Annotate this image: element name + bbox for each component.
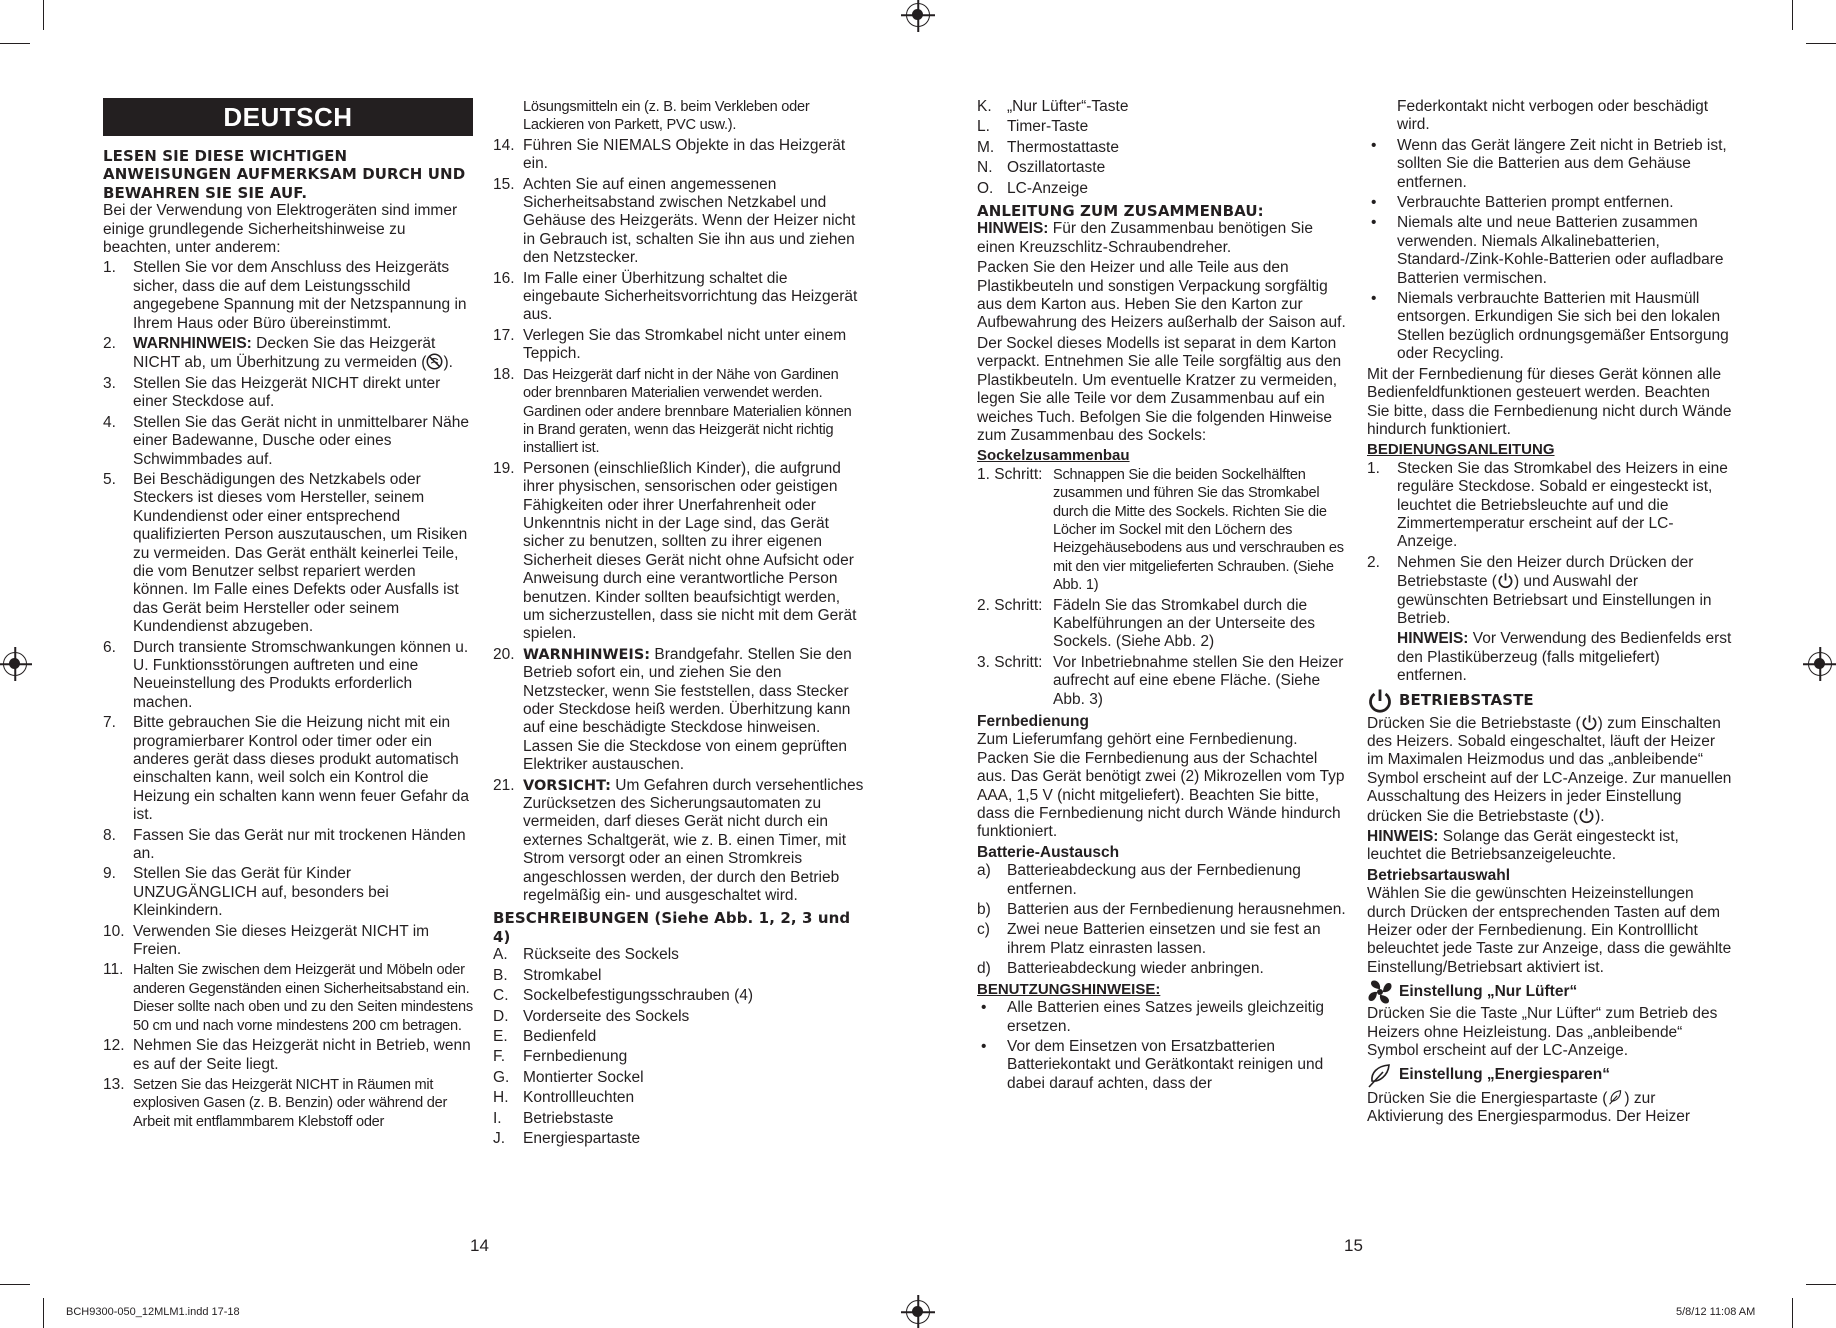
list-item: 17. Verlegen Sie das Stromkabel nicht unter einem Teppich. <box>493 326 847 363</box>
list-item: a) Batterieabdeckung aus der Fernbedienung entfernen. <box>977 862 1301 898</box>
list-item: D. Vorderseite des Sockels <box>493 1007 690 1025</box>
descriptions-heading: BESCHREIBUNGEN (Siehe Abb. 1, 2, 3 und 4) <box>493 909 851 946</box>
crop-mark <box>43 0 44 30</box>
continuation-text: Federkontakt nicht verbogen oder beschädigt wird. <box>1397 98 1709 134</box>
list-item: • Niemals verbrauchte Batterien mit Hausmüll entsorgen. Erkundigen Sie sich bei den lokalen Stellen bezüglich ordnungsgemäßer Entsorgung oder Recycling. <box>1367 290 1732 364</box>
list-item: • Vor dem Einsetzen von Ersatzbatterien Batteriekontakt und Gerätkontakt reinigen und dabei darauf achten, dass der <box>977 1038 1347 1093</box>
safety-list-continued <box>493 137 865 906</box>
list-item: B. Stromkabel <box>493 966 602 984</box>
crop-mark <box>43 1298 44 1328</box>
list-item: 3. Schritt: Vor Inbetriebnahme stellen Sie den Heizer aufrecht auf eine ebene Fläche. (Siehe Abb. 3) <box>977 653 1344 708</box>
language-banner: DEUTSCH <box>103 98 473 136</box>
list-item: M. Thermostattaste <box>977 138 1119 156</box>
assembly-note: HINWEIS: Für den Zusammenbau benötigen Sie einen Kreuzschlitz-Schraubendreher. <box>977 220 1313 256</box>
list-item: 19. Personen (einschließlich Kinder), die aufgrund ihrer physischen, sensorischen oder geistigen Fähigkeiten oder ihrer Unerfahrenheit oder Unkenntnis nicht in der Lage sind, das Gerät sicher zu benutzen, sollten zu ihrer eigenen Sicherheit dieses Gerät nicht ohne Aufsicht oder Anweisung durch eine verantwortliche Person benutzen. Kinder sollten beaufsichtigt werden, um sicherzustellen, dass sie nicht mit dem Gerät spielen. <box>493 459 857 643</box>
list-item: 5. Bei Beschädigungen des Netzkabels oder Steckers ist dieses vom Hersteller, seinem Kundendienst oder einer entsprechend qualifizierten Person auszutauschen, um Risiken zu vermeiden. Das Gerät enthält keinerlei Teile, die vom Benutzer selbst repariert werden können. Im Falle eines Defekts oder Ausfalls ist das Gerät beim Hersteller oder seinem Kundendienst abzugeben. <box>103 470 468 636</box>
list-item: G. Montierter Sockel <box>493 1068 644 1086</box>
mode-text: Wählen Sie die gewünschten Heizeinstellungen durch Drücken der entsprechenden Tasten auf dem Heizer oder der Fernbedienung. Ein Kontrolllicht beleuchtet jede Taste zur Anzeige, dass die gewählte Einstellung/Betriebsart aktiviert ist. <box>1367 885 1732 976</box>
power-icon <box>1581 714 1598 731</box>
footer-file-info: BCH9300-050_12MLM1.indd 17-18 <box>66 1306 240 1318</box>
footer-date: 5/8/12 11:08 AM <box>1676 1306 1756 1318</box>
fan-only-heading: Einstellung „Nur Lüfter“ <box>1367 979 1732 1005</box>
continuation-text: Lösungsmitteln ein (z. B. beim Verkleben oder Lackieren von Parkett, PVC usw.). <box>523 99 810 134</box>
list-item: J. Energiespartaste <box>493 1129 641 1147</box>
list-item: C. Sockelbefestigungsschrauben (4) <box>493 987 754 1005</box>
crop-mark <box>0 43 30 44</box>
registration-mark-icon <box>3 652 27 676</box>
list-item: 1. Schritt: Schnappen Sie die beiden Sockelhälften zusammen und führen Sie das Stromkabel durch die Mitte des Sockels. Richten Sie die Löcher im Sockel mit den Löchern des Heizgehäusebodens aus und verschrauben es mit den vier mitgelieferten Schrauben. (Siehe Abb. 1) <box>977 465 1344 594</box>
list-item: 9. Stellen Sie das Gerät für Kinder UNZUGÄNGLICH auf, besonders bei Kleinkindern. <box>103 865 389 920</box>
page-number: 15 <box>1344 1236 1363 1255</box>
list-item: 16. Im Falle einer Überhitzung schaltet die eingebaute Sicherheitsvorrichtung das Heizgerät aus. <box>493 269 858 324</box>
assembly-steps <box>977 466 1347 709</box>
assembly-paragraph: Der Sockel dieses Modells ist separat in dem Karton verpackt. Entnehmen Sie alle Teile sorgfältig aus den Plastikbeuteln. Um eventuelle Kratzer zu vermeiden, legen Sie alle Teile vor dem Zusammenbau auf ein weiches Tuch. Befolgen Sie die folgenden Hinweise zum Zusammenbau des Sockels: <box>977 334 1342 444</box>
list-item: 8. Fassen Sie das Gerät nur mit trockenen Händen an. <box>103 826 466 863</box>
right-page-column-2 <box>1367 98 1732 1128</box>
left-page-column-2 <box>493 98 865 1150</box>
power-heading: BETRIEBSTASTE <box>1367 688 1732 714</box>
usage-heading: BENUTZUNGSHINWEISE: <box>977 980 1161 998</box>
list-item: • Wenn das Gerät längere Zeit nicht in Betrieb ist, sollten Sie die Batterien aus dem Gehäuse entfernen. <box>1367 137 1732 192</box>
right-page-column-1 <box>977 98 1347 1095</box>
list-item: 2. WARNHINWEIS: Decken Sie das Heizgerät NICHT ab, um Überhitzung zu vermeiden ( ). <box>103 335 453 372</box>
list-item: 14. Führen Sie NIEMALS Objekte in das Heizgerät ein. <box>493 136 846 173</box>
usage-bullets-continued <box>1367 137 1732 364</box>
list-item: 21. VORSICHT: Um Gefahren durch versehentliches Zurücksetzen des Sicherungsautomaten zu vermeiden, darf dieses Gerät nicht durch ein externes Schaltgerät, wie z. B. einen Timer, mit Strom versorgt oder an einen Stromkreis angeschlossen werden, der durch den Betrieb regelmäßig ein- und ausgeschaltet wird. <box>493 776 864 905</box>
list-item: K. „Nur Lüfter“-Taste <box>977 98 1129 115</box>
intro-heading: LESEN SIE DIESE WICHTIGEN ANWEISUNGEN AUFMERKSAM DURCH UND BEWAHREN SIE SIE AUF. <box>103 147 466 202</box>
battery-list <box>977 862 1347 978</box>
fan-only-text: Drücken Sie die Taste „Nur Lüfter“ zum Betrieb des Heizers ohne Heizleistung. Das „anbleibende“ Symbol erscheint auf der LC-Anzeige. <box>1367 1005 1718 1060</box>
power-icon <box>1578 807 1595 824</box>
remote-text: Zum Lieferumfang gehört eine Fernbedienung. Packen Sie die Fernbedienung aus der Schachtel aus. Das Gerät benötigt zwei (2) Mikrozellen vom Typ AAA, 1,5 V (nicht mitgeliefert). Beachten Sie bitte, dass die Fernbedienung nicht durch Wände hindurch funktioniert. <box>977 731 1345 841</box>
list-item: 20. WARNHINWEIS: Brandgefahr. Stellen Sie den Betrieb sofort ein, und ziehen Sie den Netzstecker, wenn Sie feststellen, dass Stecker oder Steckdose heiß werden. Überhitzung kann auf eine beschädigte Steckdose hinweisen. Lassen Sie die Steckdose von einem geprüften Elektriker austauschen. <box>493 645 852 774</box>
mode-heading: Betriebsartauswahl <box>1367 866 1510 884</box>
list-item: • Alle Batterien eines Satzes jeweils gleichzeitig ersetzen. <box>977 999 1347 1036</box>
list-item: I. Betriebstaste <box>493 1109 614 1127</box>
descriptions-list <box>493 946 865 1148</box>
registration-mark-icon <box>906 1300 930 1324</box>
list-item: • Niemals alte und neue Batterien zusammen verwenden. Niemals Alkalinebatterien, Standard-/Zink-Kohle-Batterien oder aufladbare Batterien vermischen. <box>1367 214 1732 288</box>
intro-text: Bei der Verwendung von Elektrogeräten sind immer einige grundlegende Sicherheitshinweise zu beachten, unter anderem: <box>103 202 458 257</box>
list-item: 6. Durch transiente Stromschwankungen können u. U. Funktionsstörungen auftreten und eine Neueinstellung des Produkts erforderlich machen. <box>103 638 469 711</box>
list-item: 15. Achten Sie auf einen angemessenen Sicherheitsabstand zwischen Netzkabel und Gehäuse des Heizgeräts. Wenn der Heizer nicht in Gebrauch ist, schalten Sie ihn aus und ziehen den Netzstecker. <box>493 175 856 267</box>
energy-saving-heading: Einstellung „Energiesparen“ <box>1367 1063 1732 1089</box>
crop-mark <box>1806 1284 1836 1285</box>
list-item: d) Batterieabdeckung wieder anbringen. <box>977 960 1264 978</box>
no-cover-icon <box>426 353 443 370</box>
remote-heading: Fernbedienung <box>977 713 1089 730</box>
list-item: 13. Setzen Sie das Heizgerät NICHT in Räumen mit explosiven Gasen (z. B. Benzin) oder während der Arbeit mit entflammbarem Klebstoff oder <box>103 1075 448 1130</box>
list-item: O. LC-Anzeige <box>977 179 1088 197</box>
usage-bullets <box>977 999 1347 1093</box>
list-item: 2. Schritt: Fädeln Sie das Stromkabel durch die Kabelführungen an der Unterseite des Sockels. (Siehe Abb. 2) <box>977 596 1315 651</box>
left-page-column-1 <box>103 98 473 1133</box>
list-item: • Verbrauchte Batterien prompt entfernen. <box>1367 194 1732 212</box>
list-item: 18. Das Heizgerät darf nicht in der Nähe von Gardinen oder brennbaren Materialien verwendet werden. Gardinen oder andere brennbare Materialien können in Brand geraten, wenn das Heizgerät nicht richtig installiert ist. <box>493 365 852 457</box>
list-item: H. Kontrollleuchten <box>493 1089 635 1107</box>
leaf-icon <box>1367 1063 1393 1089</box>
power-note: HINWEIS: Solange das Gerät eingesteckt ist, leuchtet die Betriebsanzeigeleuchte. <box>1367 828 1679 864</box>
crop-mark <box>0 1284 30 1285</box>
operation-list <box>1367 460 1732 629</box>
list-item: 1. Stecken Sie das Stromkabel des Heizers in eine reguläre Steckdose. Sobald er eingesteckt ist, leuchtet die Betriebsleuchte auf und die Zimmertemperatur erscheint auf der LC-Anzeige. <box>1367 459 1728 551</box>
registration-mark-icon <box>906 3 930 27</box>
list-item: F. Fernbedienung <box>493 1048 628 1066</box>
descriptions-list-continued <box>977 98 1347 198</box>
power-icon <box>1497 572 1514 589</box>
list-item: E. Bedienfeld <box>493 1027 597 1045</box>
page-number: 14 <box>470 1236 489 1255</box>
power-text: Drücken Sie die Betriebstaste ( ) zum Einschalten des Heizers. Sobald eingeschaltet, läuft der Heizer im Maximalen Heizmodus und das „anbleibende“ Symbol erscheint auf der LC-Anzeige. Zur manuellen Ausschaltung des Heizers in jeder Einstellung drücken Sie die Betriebstaste ( ). <box>1367 714 1732 825</box>
list-item: 12. Nehmen Sie das Heizgerät nicht in Betrieb, wenn es auf der Seite liegt. <box>103 1037 471 1073</box>
leaf-icon <box>1607 1089 1624 1106</box>
list-item: c) Zwei neue Batterien einsetzen und sie fest an ihrem Platz einrasten lassen. <box>977 921 1321 957</box>
battery-heading: Batterie-Austausch <box>977 843 1120 861</box>
list-item: b) Batterien aus der Fernbedienung herausnehmen. <box>977 901 1346 919</box>
operation-note: HINWEIS: Vor Verwendung des Bedienfelds erst den Plastiküberzeug (falls mitgeliefert) entfernen. <box>1397 630 1732 685</box>
crop-mark <box>1792 1298 1793 1328</box>
base-assembly-heading: Sockelzusammenbau <box>977 447 1130 465</box>
list-item: 4. Stellen Sie das Gerät nicht in unmittelbarer Nähe einer Badewanne, Dusche oder eines Schwimmbades auf. <box>103 413 470 468</box>
registration-mark-icon <box>1808 652 1832 676</box>
assembly-heading: ANLEITUNG ZUM ZUSAMMENBAU: <box>977 202 1264 221</box>
list-item: 3. Stellen Sie das Heizgerät NICHT direkt unter einer Steckdose auf. <box>103 374 441 411</box>
power-icon <box>1367 688 1393 714</box>
list-item: 7. Bitte gebrauchen Sie die Heizung nicht mit ein programierbarer Kontrol oder timer oder ein anderes gerät dass dieses produkt automatisch einschalten kann, weil solch ein Kontrol die Heizung ein schalten kann wenn feuer Gefahr da ist. <box>103 714 470 824</box>
remote-functions-text: Mit der Fernbedienung für dieses Gerät können alle Bedienfeldfunktionen gesteuert werden. Beachten Sie bitte, dass die Fernbedienung nicht durch Wände hindurch funktioniert. <box>1367 365 1732 438</box>
energy-saving-text: Drücken Sie die Energiespartaste ( ) zur Aktivierung des Energiesparmodus. Der Heizer <box>1367 1089 1691 1125</box>
crop-mark <box>1806 43 1836 44</box>
list-item: N. Oszillatortaste <box>977 159 1106 177</box>
crop-mark <box>1792 0 1793 30</box>
assembly-paragraph: Packen Sie den Heizer und alle Teile aus den Plastikbeuteln und sonstigen Verpackung sorgfältig aus dem Karton aus. Heben Sie den Karton zur Aufbewahrung des Heizers außerhalb der Saison auf. <box>977 259 1346 332</box>
list-item: 10. Verwenden Sie dieses Heizgerät NICHT im Freien. <box>103 922 430 959</box>
list-item: 1. Stellen Sie vor dem Anschluss des Heizgeräts sicher, dass die auf dem Leistungsschild angegebene Spannung mit der Netzspannung in Ihrem Haus oder Büro übereinstimmt. <box>103 259 467 332</box>
fan-icon <box>1367 979 1393 1005</box>
operation-heading: BEDIENUNGSANLEITUNG <box>1367 441 1555 459</box>
list-item: 11. Halten Sie zwischen dem Heizgerät und Möbeln oder anderen Gegenständen einen Sicherheitsabstand ein. Dieser sollte nach oben und zu den Seiten mindestens 50 cm und nach vorne mindestens 200 cm betragen. <box>103 961 473 1034</box>
list-item: L. Timer-Taste <box>977 118 1089 136</box>
list-item: 2. Nehmen Sie den Heizer durch Drücken der Betriebstaste ( ) und Auswahl der gewünschten Betriebsart und Einstellungen in Betrieb. <box>1367 553 1712 627</box>
safety-list <box>103 259 473 1131</box>
list-item: A. Rückseite des Sockels <box>493 946 679 964</box>
